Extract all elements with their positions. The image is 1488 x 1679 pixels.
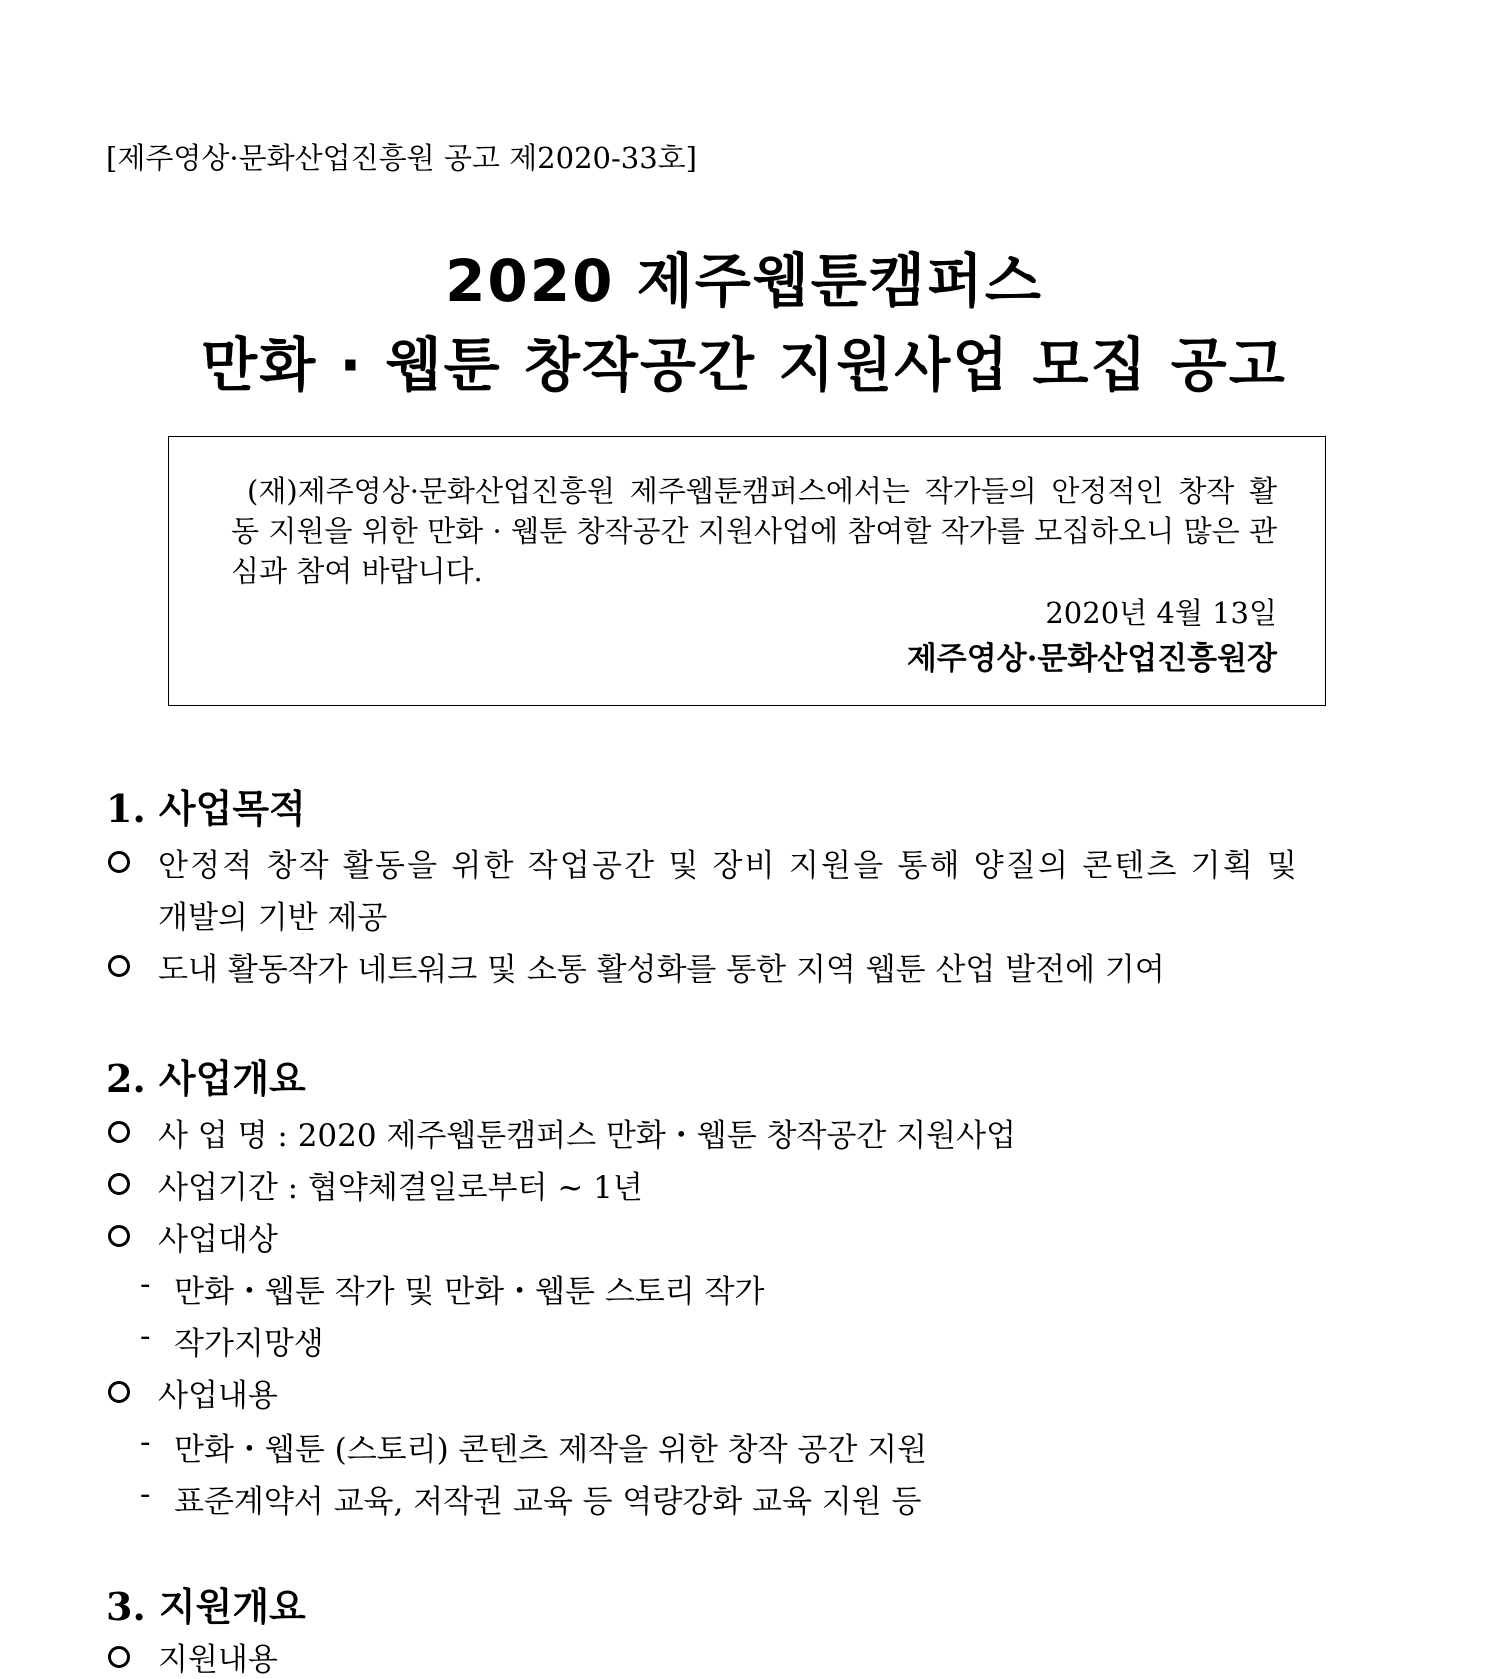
bullet-icon — [108, 955, 130, 977]
dash-icon: - — [140, 1318, 151, 1354]
intro-box — [168, 436, 1326, 706]
list-item: 지원내용 — [158, 1642, 278, 1678]
list-item-continuation: 개발의 기반 제공 — [158, 900, 388, 936]
intro-text: (재)제주영상·문화산업진흥원 제주웹툰캠퍼스에서는 작가들의 안정적인 창작 활동 지원을 위한 만화 · 웹툰 창작공간 지원사업에 참여할 작가를 모집하오니 많은 관심과 참여 바랍니다. — [231, 474, 1277, 588]
sub-list-item: 표준계약서 교육, 저작권 교육 등 역량강화 교육 지원 등 — [174, 1484, 922, 1520]
list-item: 안정적 창작 활동을 위한 작업공간 및 장비 지원을 통해 양질의 콘텐츠 기획 및 — [158, 848, 1300, 884]
list-item: 사업대상 — [158, 1222, 278, 1258]
notice-number: [제주영상·문화산업진흥원 공고 제2020-33호] — [106, 141, 697, 175]
bullet-icon — [108, 1121, 130, 1143]
sub-list-item: 만화・웹툰 (스토리) 콘텐츠 제작을 위한 창작 공간 지원 — [174, 1432, 928, 1468]
bullet-icon — [108, 1225, 130, 1247]
sub-list-item: 작가지망생 — [174, 1326, 324, 1362]
section-title-support: 3. 지원개요 — [106, 1584, 306, 1629]
list-item: 사 업 명 : 2020 제주웹툰캠퍼스 만화・웹툰 창작공간 지원사업 — [158, 1118, 1016, 1154]
dash-icon: - — [140, 1266, 151, 1302]
section-title-overview: 2. 사업개요 — [106, 1056, 306, 1101]
section-title-purpose: 1. 사업목적 — [106, 786, 306, 831]
sub-list-item: 만화・웹툰 작가 및 만화・웹툰 스토리 작가 — [174, 1274, 765, 1310]
bullet-icon — [108, 1173, 130, 1195]
dash-icon: - — [140, 1476, 151, 1512]
list-item: 도내 활동작가 네트워크 및 소통 활성화를 통한 지역 웹툰 산업 발전에 기여 — [158, 952, 1165, 988]
list-item: 사업기간 : 협약체결일로부터 ~ 1년 — [158, 1170, 643, 1206]
intro-signature: 제주영상·문화산업진흥원장 — [906, 641, 1277, 677]
page-title-line1: 2020 제주웹툰캠퍼스 — [445, 247, 1043, 315]
bullet-icon — [108, 851, 130, 873]
bullet-icon — [108, 1381, 130, 1403]
list-item: 사업내용 — [158, 1378, 278, 1414]
page-title-line2: 만화 · 웹툰 창작공간 지원사업 모집 공고 — [201, 331, 1287, 399]
intro-date: 2020년 4월 13일 — [1045, 596, 1277, 630]
dash-icon: - — [140, 1424, 151, 1460]
bullet-icon — [108, 1646, 130, 1668]
